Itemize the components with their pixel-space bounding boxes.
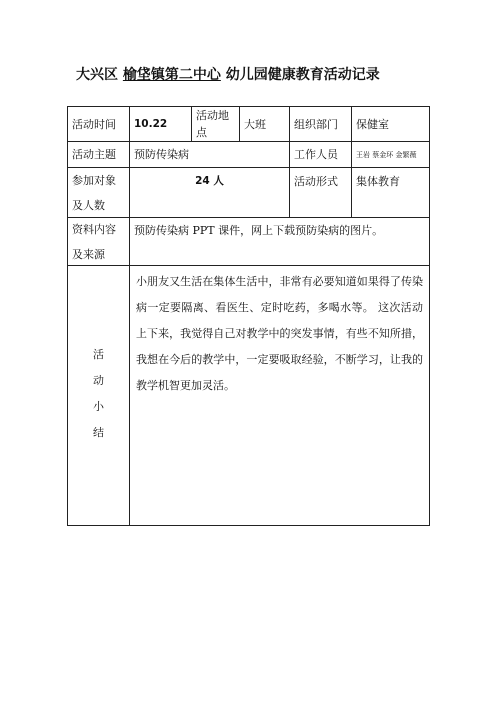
source-value: 预防传染病 PPT 课件，网上下载预防染病的图片。 xyxy=(130,218,430,266)
summary-label xyxy=(68,266,130,526)
title-suffix: 幼儿园健康教育活动记录 xyxy=(225,67,380,83)
staff-label: 工作人员 xyxy=(290,142,352,168)
table-row xyxy=(68,142,430,168)
source-label-line2: 及来源 xyxy=(72,247,105,261)
summary-label-char: 动 xyxy=(93,374,104,387)
activity-time-value: 10.22 xyxy=(130,107,192,142)
source-label-line1: 资料内容 xyxy=(72,222,116,236)
table-row xyxy=(68,107,430,142)
title-prefix: 大兴区 xyxy=(76,67,118,83)
organizer-value: 保健室 xyxy=(352,107,430,142)
activity-time-label: 活动时间 xyxy=(68,107,130,142)
activity-theme-label: 活动主题 xyxy=(68,142,130,168)
table-row xyxy=(68,266,430,526)
table-row xyxy=(68,168,430,218)
activity-form-value: 集体教育 xyxy=(352,168,430,218)
attendees-label-line2: 及人数 xyxy=(72,198,105,212)
activity-place-label: 活动地点 xyxy=(192,107,240,142)
title-school-name: 榆垡镇第二中心 xyxy=(122,67,221,83)
attendees-label-line1: 参加对象 xyxy=(72,173,116,187)
summary-label-char: 小 xyxy=(93,400,104,413)
attendees-value: 24 人 xyxy=(130,168,290,218)
table-row xyxy=(68,218,430,266)
organizer-label: 组织部门 xyxy=(290,107,352,142)
activity-place-value: 大班 xyxy=(240,107,290,142)
document-title xyxy=(76,64,380,84)
attendees-label xyxy=(68,168,130,218)
source-label xyxy=(68,218,130,266)
activity-theme-value: 预防传染病 xyxy=(130,142,290,168)
summary-text: 小朋友又生活在集体生活中，非常有必要知道如果得了传染病一定要隔离、看医生、定时吃药，多喝水等。 这次活动上下来，我觉得自己对教学中的突发事情，有些不知所措，我想在今后的教学中，一定要吸取经验，不断学习，让我的教学机智更加灵活。 xyxy=(130,266,430,526)
activity-record-table xyxy=(67,106,430,526)
summary-label-char: 结 xyxy=(93,426,104,439)
summary-label-char: 活 xyxy=(93,348,104,361)
activity-form-label: 活动形式 xyxy=(290,168,352,218)
staff-value: 王岩 蔡金环 金繁薇 xyxy=(352,142,430,168)
